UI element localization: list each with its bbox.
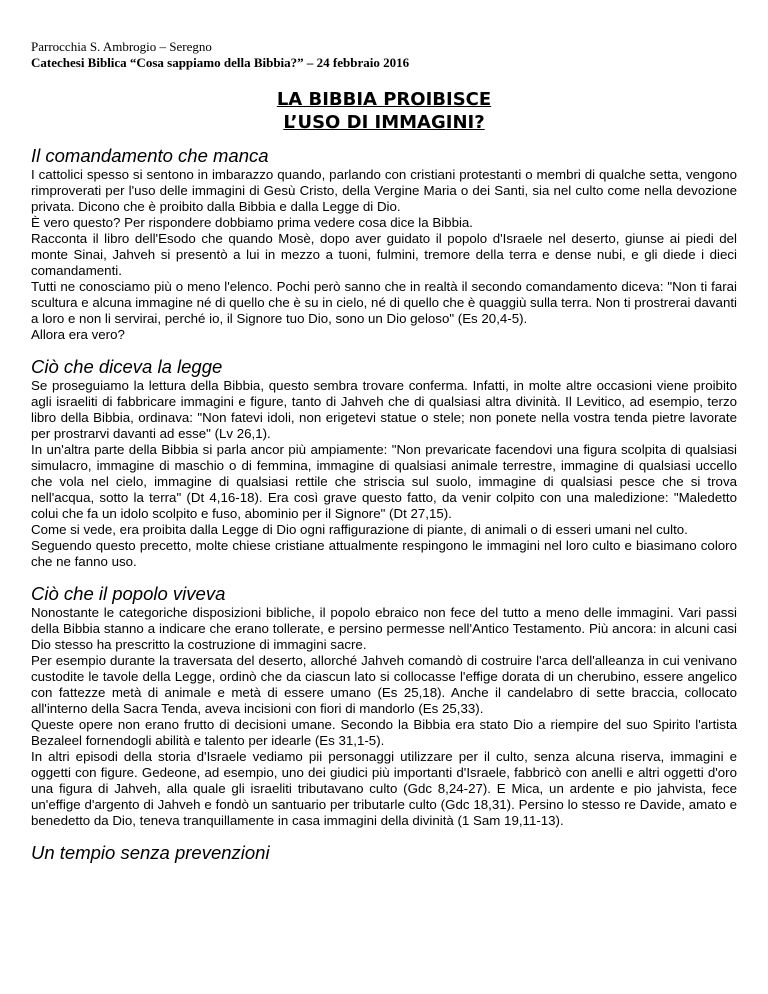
paragraph: Per esempio durante la traversata del deserto, allorché Jahveh comandò di costruire l'arca dell'alleanza in cui venivano custodite le tavole della Legge, ordinò che da ciascun lato si collocasse l'effige dorata di un cherubino, essere angelico con fattezze metà di animale e metà di essere umano (Es 25,18). Anche il candelabro di sette braccia, collocato all'interno della Sacra Tenda, aveva incisioni con fiori di mandorlo (Es 25,33). <box>31 653 737 716</box>
title-line-2: L’USO DI IMMAGINI? <box>283 112 485 133</box>
document-page <box>31 39 737 864</box>
section-heading: Ciò che diceva la legge <box>31 356 223 377</box>
sections-container <box>31 145 737 864</box>
paragraph: In un'altra parte della Bibbia si parla ancor più ampiamente: "Non prevaricate facendovi una figura scolpita di qualsiasi simulacro, immagine di maschio o di femmina, immagine di qualsiasi animale terrestre, immagine di qualsiasi uccello che vola nel cielo, immagine di qualsiasi rettile che striscia sul suolo, immagine di qualsiasi pesce che si trova nell'acqua, sotto la terra" (Dt 4,16-18). Era così grave questo fatto, da venir colpito con una maledizione: "Maledetto colui che fa un idolo scolpito e fuso, abominio per il Signore" (Dt 27,15). <box>31 442 737 521</box>
paragraph: Allora era vero? <box>31 327 125 342</box>
paragraph: Racconta il libro dell'Esodo che quando Mosè, dopo aver guidato il popolo d'Israele nel deserto, giunse ai piedi del monte Sinai, Jahveh si presentò a lui in mezzo a tuoni, fulmini, tremore della terra e dense nubi, e gli diede i dieci comandamenti. <box>31 231 737 278</box>
parish-header: Parrocchia S. Ambrogio – Seregno <box>31 39 212 54</box>
paragraph: In altri episodi della storia d'Israele vediamo pii personaggi utilizzare per il culto, senza alcuna riserva, immagini e oggetti con figure. Gedeone, ad esempio, uno dei giudici più importanti d'Israele, fabbricò con anelli e altri oggetti d'oro una figura di Jahveh, alla quale gli israeliti tributavano culto (Gdc 8,24-27). E Mica, un ardente e pio jahvista, fece un'effige d'argento di Jahveh e fondò un santuario per tributarle culto (Gdc 18,31). Persino lo stesso re Davide, amato e benedetto da Dio, teneva tranquillamente in casa immagini della divinità (1 Sam 19,11-13). <box>31 749 737 828</box>
paragraph: Seguendo questo precetto, molte chiese cristiane attualmente respingono le immagini nel loro culto e biasimano coloro che ne fanno uso. <box>31 538 737 569</box>
section <box>31 145 737 343</box>
document-title <box>31 88 737 134</box>
paragraph: I cattolici spesso si sentono in imbarazzo quando, parlando con cristiani protestanti o membri di qualche setta, vengono rimproverati per l'uso delle immagini di Gesù Cristo, della Vergine Maria o dei Santi, sia nel culto come nella devozione privata. Dicono che è proibito dalla Bibbia e dalla Legge di Dio. <box>31 167 737 214</box>
event-header: Catechesi Biblica “Cosa sappiamo della Bibbia?” – 24 febbraio 2016 <box>31 55 410 70</box>
paragraph: Nonostante le categoriche disposizioni bibliche, il popolo ebraico non fece del tutto a meno delle immagini. Vari passi della Bibbia stanno a indicare che erano tollerate, e persino permesse nell'Antico Testamento. Più ancora: in alcuni casi Dio stesso ha prescritto la costruzione di immagini sacre. <box>31 605 737 652</box>
section-heading: Un tempio senza prevenzioni <box>31 842 270 863</box>
paragraph: Tutti ne conosciamo più o meno l'elenco. Pochi però sanno che in realtà il secondo comandamento diceva: "Non ti farai scultura e alcuna immagine né di quello che è su in cielo, né di quello che è quaggiù sulla terra. Non ti prostrerai davanti a loro e non li servirai, perché io, il Signore tuo Dio, sono un Dio geloso" (Es 20,4-5). <box>31 279 737 326</box>
paragraph: Se proseguiamo la lettura della Bibbia, questo sembra trovare conferma. Infatti, in molte altre occasioni viene proibito agli israeliti di fabbricare immagini e figure, tanto di Jahveh che di qualsiasi altra divinità. Il Levitico, ad esempio, terzo libro della Bibbia, ordinava: "Non fatevi idoli, non erigetevi statue o stele; non ponete nella vostra tenda pietre lavorate per prostrarvi davanti ad esse" (Lv 26,1). <box>31 378 737 441</box>
paragraph: Come si vede, era proibita dalla Legge di Dio ogni raffigurazione di piante, di animali o di esseri umani nel culto. <box>31 522 688 537</box>
section-heading: Ciò che il popolo viveva <box>31 583 226 604</box>
section <box>31 583 737 829</box>
title-line-1: LA BIBBIA PROIBISCE <box>276 89 492 110</box>
paragraph: Queste opere non erano frutto di decisioni umane. Secondo la Bibbia era stato Dio a riempire del suo Spirito l'artista Bezaleel fornendogli abilità e talento per idearle (Es 31,1-5). <box>31 717 737 748</box>
section-heading: Il comandamento che manca <box>31 145 269 166</box>
section <box>31 356 737 570</box>
paragraph: È vero questo? Per rispondere dobbiamo prima vedere cosa dice la Bibbia. <box>31 215 474 230</box>
section <box>31 842 737 864</box>
